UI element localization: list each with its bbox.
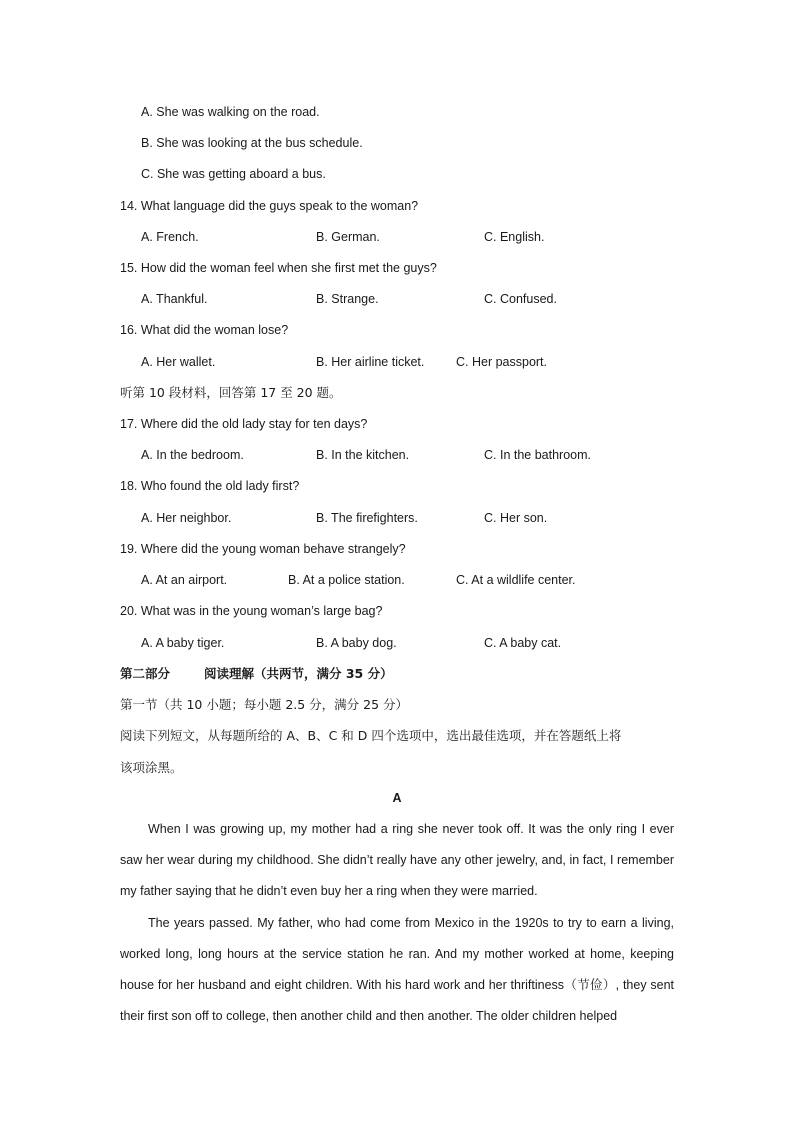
- q18-option-a: A. Her neighbor.: [141, 511, 232, 525]
- section-10-instruction: 听第 10 段材料，回答第 17 至 20 题。: [120, 385, 342, 400]
- q20-option-b: B. A baby dog.: [316, 636, 397, 650]
- q17-option-a: A. In the bedroom.: [141, 448, 244, 462]
- q14-option-a: A. French.: [141, 230, 199, 244]
- part-2-title: 阅读理解（共两节，满分 35 分）: [204, 666, 393, 681]
- q19-option-a: A. At an airport.: [141, 573, 228, 587]
- q20-option-a: A. A baby tiger.: [141, 636, 225, 650]
- q17-option-c: C. In the bathroom.: [484, 448, 592, 462]
- q13-option-c: C. She was getting aboard a bus.: [141, 167, 326, 181]
- q13-option-a: A. She was walking on the road.: [141, 105, 320, 119]
- instruction-line-1: 阅读下列短文，从每题所给的 A、B、C 和 D 四个选项中，选出最佳选项，并在答题纸上将: [120, 728, 622, 743]
- q16-stem: 16. What did the woman lose?: [120, 323, 289, 337]
- q14-option-c: C. English.: [484, 230, 545, 244]
- passage-label: A: [392, 791, 402, 805]
- q13-option-b: B. She was looking at the bus schedule.: [141, 136, 363, 150]
- q18-option-c: C. Her son.: [484, 511, 548, 525]
- q14-stem: 14. What language did the guys speak to the woman?: [120, 199, 419, 213]
- q16-option-a: A. Her wallet.: [141, 355, 216, 369]
- passage-body: [120, 814, 674, 1032]
- part-2-label: 第二部分: [120, 666, 171, 681]
- q19-option-b: B. At a police station.: [288, 573, 405, 587]
- q16-option-c: C. Her passport.: [456, 355, 548, 369]
- q14-option-b: B. German.: [316, 230, 380, 244]
- q19-option-c: C. At a wildlife center.: [456, 573, 576, 587]
- q16-option-b: B. Her airline ticket.: [316, 355, 425, 369]
- instruction-line-2: 该项涂黑。: [120, 760, 183, 775]
- q18-stem: 18. Who found the old lady first?: [120, 479, 300, 493]
- q20-option-c: C. A baby cat.: [484, 636, 562, 650]
- passage-paragraph-2: The years passed. My father, who had come from Mexico in the 1920s to try to earn a living, worked long, long hours at the service station he ran. And my mother worked at home, keeping house for her husband and eight children. With his hard work and her thriftiness（节俭）, they sent their first son off to college, then another child and then another. The older children helped: [120, 915, 674, 1024]
- q15-option-c: C. Confused.: [484, 292, 557, 306]
- q15-stem: 15. How did the woman feel when she first met the guys?: [120, 261, 437, 275]
- q17-option-b: B. In the kitchen.: [316, 448, 410, 462]
- q20-stem: 20. What was in the young woman’s large bag?: [120, 604, 383, 618]
- q17-stem: 17. Where did the old lady stay for ten days?: [120, 417, 368, 431]
- passage-paragraph-1: When I was growing up, my mother had a ring she never took off. It was the only ring I ever saw her wear during my childhood. She didn’t really have any other jewelry, and, in fact, I remember my father saying that he didn’t even buy her a ring when they were married.: [120, 822, 674, 899]
- q15-option-b: B. Strange.: [316, 292, 379, 306]
- q18-option-b: B. The firefighters.: [316, 511, 418, 525]
- q15-option-a: A. Thankful.: [141, 292, 208, 306]
- q19-stem: 19. Where did the young woman behave strangely?: [120, 542, 406, 556]
- section-1-description: 第一节（共 10 小题；每小题 2.5 分，满分 25 分）: [120, 697, 409, 712]
